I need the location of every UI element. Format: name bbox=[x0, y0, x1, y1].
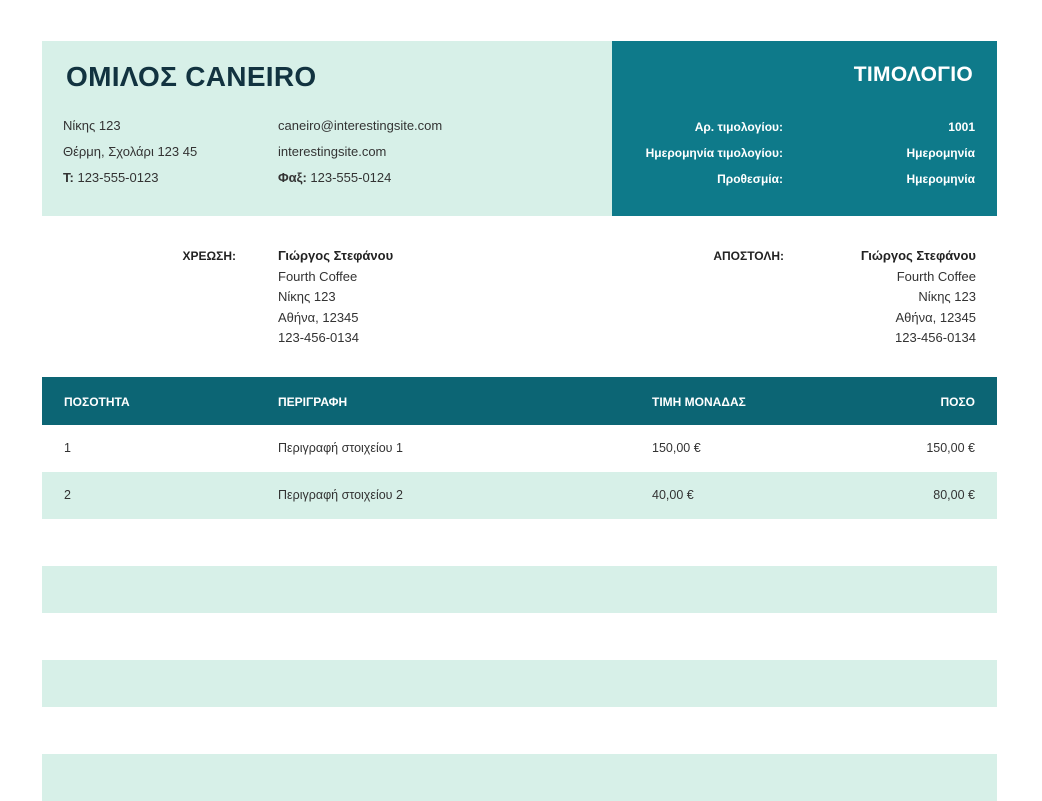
bill-to-phone: 123-456-0134 bbox=[278, 330, 359, 345]
table-row bbox=[42, 707, 997, 754]
cell-description: Περιγραφή στοιχείου 2 bbox=[278, 488, 403, 502]
invoice-number: 1001 bbox=[948, 120, 975, 134]
table-row bbox=[42, 660, 997, 707]
invoice-due-row bbox=[612, 166, 997, 192]
bill-to-city: Αθήνα, 12345 bbox=[278, 309, 359, 325]
cell-unit-price: 40,00 € bbox=[652, 488, 694, 502]
ship-to-label: ΑΠΟΣΤΟΛΗ: bbox=[713, 249, 784, 263]
ship-to-name: Γιώργος Στεφάνου bbox=[860, 248, 976, 263]
ship-to-block bbox=[861, 246, 976, 349]
ship-to-company: Fourth Coffee bbox=[896, 268, 976, 284]
table-row bbox=[42, 613, 997, 660]
invoice-due: Ημερομηνία bbox=[906, 172, 975, 186]
company-header bbox=[42, 41, 612, 216]
invoice-date-label: Ημερομηνία τιμολογίου: bbox=[645, 146, 783, 160]
table-row bbox=[42, 425, 997, 472]
bill-to-block bbox=[278, 246, 393, 349]
company-fax bbox=[278, 165, 442, 191]
ship-to-street: Νίκης 123 bbox=[918, 289, 976, 304]
cell-unit-price: 150,00 € bbox=[652, 441, 701, 455]
company-address bbox=[63, 113, 197, 191]
table-row bbox=[42, 519, 997, 566]
ship-to-phone: 123-456-0134 bbox=[895, 330, 976, 345]
cell-amount: 150,00 € bbox=[926, 441, 975, 455]
cell-amount: 80,00 € bbox=[933, 488, 975, 502]
bill-to-street: Νίκης 123 bbox=[278, 289, 336, 304]
company-contact bbox=[278, 113, 442, 191]
header-quantity: ΠΟΣΟΤΗΤΑ bbox=[64, 395, 130, 409]
invoice-date: Ημερομηνία bbox=[906, 146, 975, 160]
company-email[interactable]: caneiro@interestingsite.com bbox=[278, 118, 443, 133]
phone-value: 123-555-0123 bbox=[77, 170, 159, 185]
table-row bbox=[42, 566, 997, 613]
address-line-1: Νίκης 123 bbox=[63, 118, 121, 133]
invoice-number-row bbox=[612, 114, 997, 140]
table-row bbox=[42, 754, 997, 801]
invoice-due-label: Προθεσμία: bbox=[717, 172, 783, 186]
invoice-number-label: Αρ. τιμολογίου: bbox=[694, 120, 783, 134]
items-table bbox=[42, 377, 997, 801]
cell-quantity: 2 bbox=[64, 488, 71, 502]
company-phone bbox=[63, 165, 197, 191]
address-line-2: Θέρμη, Σχολάρι 123 45 bbox=[63, 144, 198, 159]
invoice-header bbox=[612, 41, 997, 216]
cell-description: Περιγραφή στοιχείου 1 bbox=[278, 441, 403, 455]
company-name: ΟΜΙΛΟΣ CANEIRO bbox=[66, 61, 317, 92]
header-amount: ΠΟΣΟ bbox=[940, 395, 975, 409]
fax-value: 123-555-0124 bbox=[310, 170, 392, 185]
header-unit-price: ΤΙΜΗ ΜΟΝΑΔΑΣ bbox=[652, 395, 746, 409]
bill-to-name: Γιώργος Στεφάνου bbox=[278, 248, 394, 263]
phone-label: Τ: bbox=[63, 170, 74, 185]
header-description: ΠΕΡΙΓΡΑΦΗ bbox=[278, 395, 348, 409]
bill-to-label: ΧΡΕΩΣΗ: bbox=[182, 249, 236, 263]
bill-to-company: Fourth Coffee bbox=[278, 268, 358, 284]
invoice-date-row bbox=[612, 140, 997, 166]
table-header bbox=[42, 377, 997, 425]
table-row bbox=[42, 472, 997, 519]
invoice-title: ΤΙΜΟΛΟΓΙΟ bbox=[853, 63, 973, 86]
ship-to-city: Αθήνα, 12345 bbox=[895, 309, 976, 325]
fax-label: Φαξ: bbox=[278, 170, 307, 185]
company-website[interactable]: interestingsite.com bbox=[278, 144, 387, 159]
cell-quantity: 1 bbox=[64, 441, 71, 455]
